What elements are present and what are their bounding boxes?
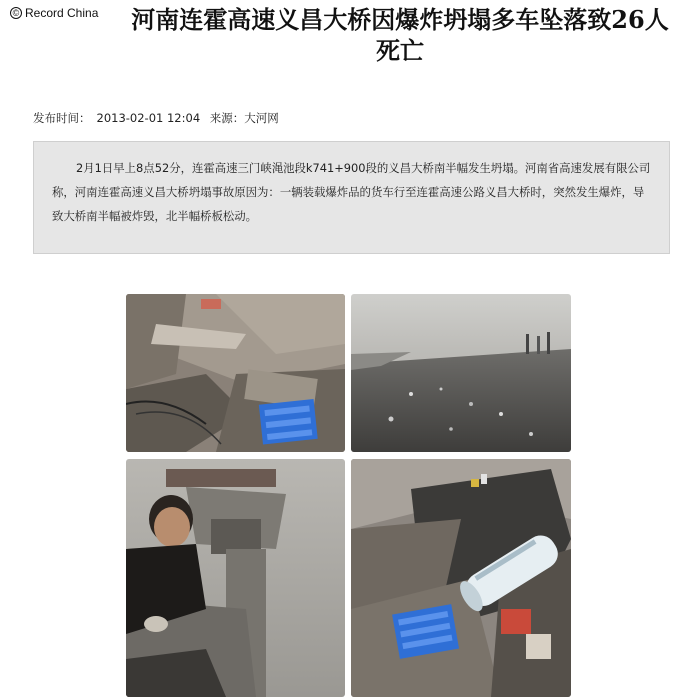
- source-label: 来源：: [209, 111, 245, 125]
- photo-aerial-wreckage-tanker: [351, 459, 571, 697]
- source-name: 大河网: [244, 111, 279, 125]
- article-summary: 2月1日早上8点52分，连霍高速三门峡渑池段k741+900段的义昌大桥南半幅发生坍塌。河南省高速发展有限公司称，河南连霍高速义昌大桥坍塌事故原因为：一辆装载爆炸品的货车行至连霍高速公路义昌大桥时，突然发生爆炸，导致大桥南半幅被炸毁，北半幅桥板松动。: [33, 141, 670, 254]
- article-meta: [33, 110, 285, 126]
- article-headline: 河南连霍高速义昌大桥因爆炸坍塌多车坠落致26人死亡: [131, 5, 669, 65]
- copyright-icon: ©: [10, 7, 22, 19]
- photo-collage: [126, 294, 571, 697]
- watermark-text: Record China: [25, 6, 99, 20]
- publish-time: 2013-02-01 12:04: [96, 111, 201, 125]
- photo-collapsed-bridge-debris: [126, 294, 345, 452]
- photo-man-at-bridge-pillar: [126, 459, 345, 697]
- photo-foggy-road-debris: [351, 294, 571, 452]
- publish-time-label: 发布时间：: [33, 111, 91, 125]
- record-china-watermark: [10, 6, 98, 20]
